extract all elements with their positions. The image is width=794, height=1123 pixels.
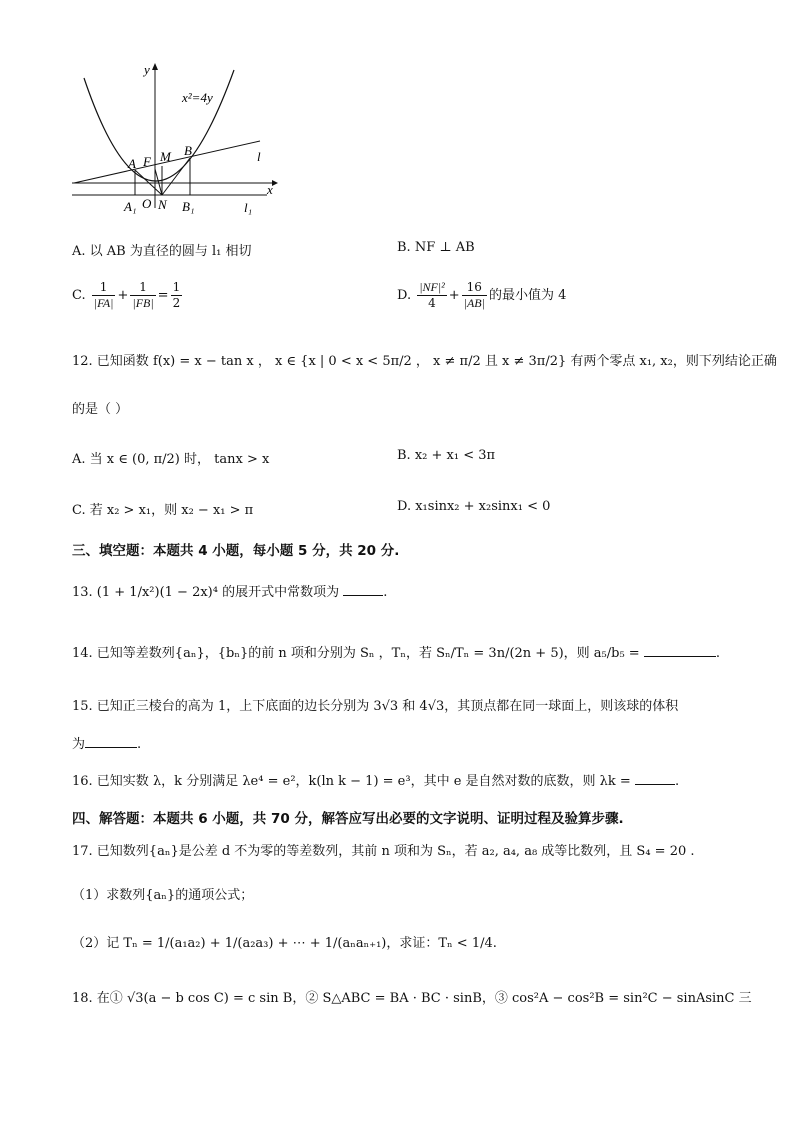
label-l1: l₁ xyxy=(244,200,253,215)
q13-text: 13. (1 + 1/x²)(1 − 2x)⁴ 的展开式中常数项为 xyxy=(72,585,340,600)
frac-num: 1 xyxy=(92,280,116,296)
label-O: O xyxy=(142,196,152,211)
q12-option-c: C. 若 x₂ > x₁，则 x₂ − x₁ > π xyxy=(72,503,254,518)
q15-line1: 15. 已知正三棱台的高为 1，上下底面的边长分别为 3√3 和 4√3，其顶点都在同一球面上，则该球的体积 xyxy=(72,699,679,714)
q11-option-c-frac2 xyxy=(130,280,155,311)
section-3-heading: 三、填空题：本题共 4 小题，每小题 5 分，共 20 分. xyxy=(72,543,400,559)
q16-text: 16. 已知实数 λ，k 分别满足 λe⁴ = e²，k(ln k − 1) = e³，其中 e 是自然对数的底数，则 λk = xyxy=(72,774,631,789)
q17-part2: （2）记 Tₙ = 1/(a₁a₂) + 1/(a₂a₃) + ⋯ + 1/(aₙaₙ₊₁)，求证：Tₙ < 1/4. xyxy=(72,936,497,951)
plus-sign: + xyxy=(448,288,460,303)
q11-option-d xyxy=(397,280,566,311)
q16-period: . xyxy=(674,774,680,789)
parabola-curve xyxy=(84,70,234,181)
q14 xyxy=(72,644,720,663)
q15-text: 为 xyxy=(72,737,86,752)
q18-stem: 18. 在① √3(a − b cos C) = c sin B，② S△ABC = BA · BC · sinB，③ cos²A − cos²B = sin²C − sinAsinC 三 xyxy=(72,991,752,1006)
q15-line2 xyxy=(72,735,141,754)
q12-option-b: B. x₂ + x₁ < 3π xyxy=(397,448,496,463)
q11-option-c-frac1 xyxy=(92,280,116,311)
frac-den: |AB| xyxy=(463,296,485,310)
label-y: y xyxy=(144,62,150,77)
x-axis-arrow xyxy=(272,180,278,186)
frac-den: 4 xyxy=(428,296,436,310)
q17-stem: 17. 已知数列{aₙ}是公差 d 不为零的等差数列，其前 n 项和为 Sₙ，若 a₂, a₄, a₈ 成等比数列，且 S₄ = 20 . xyxy=(72,844,695,859)
q13-blank xyxy=(343,583,383,596)
q11-option-d-suffix: 的最小值为 4 xyxy=(488,288,567,303)
label-N: N xyxy=(158,197,167,212)
section-4-heading: 四、解答题：本题共 6 小题，共 70 分，解答应写出必要的文字说明、证明过程及验算步骤. xyxy=(72,811,624,827)
q13 xyxy=(72,583,387,602)
q14-text: 14. 已知等差数列{aₙ}，{bₙ}的前 n 项和分别为 Sₙ ，Tₙ，若 Sₙ/Tₙ = 3n/(2n + 5)，则 a₅/b₅ = xyxy=(72,646,640,661)
frac-num: |NF|² xyxy=(419,280,445,294)
label-l: l xyxy=(257,149,261,164)
q13-period: . xyxy=(383,585,388,600)
q14-blank xyxy=(644,644,716,657)
q11-option-d-frac2 xyxy=(462,280,487,311)
q16-blank xyxy=(635,772,675,785)
label-A: A xyxy=(128,156,136,171)
label-curve: x²=4y xyxy=(182,90,213,105)
q15-period: . xyxy=(137,737,142,752)
q17-part1: （1）求数列{aₙ}的通项公式； xyxy=(72,888,254,903)
q12-option-a: A. 当 x ∈ (0, π/2) 时， tanx > x xyxy=(72,452,270,467)
q12-stem-line1: 12. 已知函数 f(x) = x − tan x ， x ∈ {x | 0 < x < 5π/2 ， x ≠ π/2 且 x ≠ 3π/2} 有两个零点 x₁, x₂，则下列结论正确 xyxy=(72,354,777,369)
frac-num: 16 xyxy=(462,280,487,296)
frac-num: 1 xyxy=(130,280,155,296)
plus-sign: + xyxy=(117,288,129,303)
label-x: x xyxy=(267,182,273,197)
label-A1: A₁ xyxy=(124,199,137,214)
q16 xyxy=(72,772,679,791)
q12-option-d: D. x₁sinx₂ + x₂sinx₁ < 0 xyxy=(397,499,551,514)
frac-den: |FB| xyxy=(132,296,154,310)
q11-option-d-frac1 xyxy=(417,280,447,311)
y-axis-arrow xyxy=(152,63,158,70)
parabola-figure xyxy=(62,58,292,218)
q11-option-b: B. NF ⊥ AB xyxy=(397,240,475,255)
q11-option-c xyxy=(72,280,184,311)
frac-den: |FA| xyxy=(93,296,114,310)
q15-blank xyxy=(85,735,137,748)
q11-option-c-prefix: C. xyxy=(72,288,86,303)
q11-option-c-frac3 xyxy=(171,280,183,311)
label-F: F xyxy=(143,154,151,169)
frac-num: 1 xyxy=(172,280,181,294)
q14-period: . xyxy=(715,646,720,661)
frac-den: 2 xyxy=(172,296,181,310)
q12-stem-line2: 的是（ ） xyxy=(72,402,129,417)
q11-option-d-prefix: D. xyxy=(397,288,412,303)
label-M: M xyxy=(160,149,171,164)
label-B1: B₁ xyxy=(182,199,195,214)
label-B: B xyxy=(184,143,192,158)
q11-option-a: A. 以 AB 为直径的圆与 l₁ 相切 xyxy=(72,244,252,259)
equals-sign: = xyxy=(157,288,169,303)
